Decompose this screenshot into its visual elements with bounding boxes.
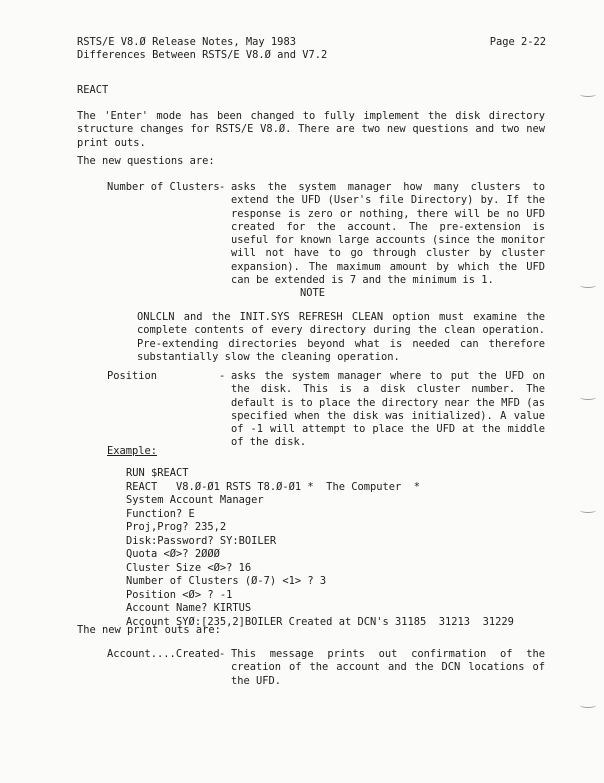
note-title: NOTE	[300, 287, 326, 299]
intro-paragraph: The 'Enter' mode has been changed to fully implement the disk directory structure changes for RSTS/E V8.Ø. There are two new questions and two new print outs.	[77, 110, 545, 149]
code-line: Function? E	[126, 507, 195, 520]
questions-intro: The new questions are:	[77, 155, 215, 167]
code-line: RUN $REACT	[126, 467, 189, 479]
page-header	[77, 36, 327, 63]
code-line: Proj,Prog? 235,2	[126, 521, 227, 533]
margin-mark	[580, 92, 596, 97]
margin-mark	[580, 395, 596, 400]
margin-mark	[580, 283, 596, 288]
definition-dash: -	[219, 181, 226, 193]
code-line: Cluster Size <Ø>? 16	[126, 561, 252, 574]
definition-term: Account....Created	[107, 648, 220, 660]
code-line: Position <Ø> ? -1	[126, 588, 233, 601]
code-line: REACT V8.Ø-Ø1 RSTS T8.Ø-Ø1 * The Computer *	[126, 480, 421, 493]
example-code-block	[126, 467, 514, 629]
note-body: ONLCLN and the INIT.SYS REFRESH CLEAN option must examine the complete contents of every directory during the clean operation. Pre-extending directories beyond what is needed can therefore substantially slow the cleaning operation.	[137, 311, 545, 363]
margin-mark	[580, 508, 596, 513]
margin-mark	[580, 703, 596, 708]
definition-term: Position	[107, 370, 158, 382]
code-line: System Account Manager	[126, 494, 264, 506]
definition-term: Number of Clusters	[107, 181, 220, 193]
printouts-intro: The new print outs are:	[77, 624, 221, 636]
code-line: Number of Clusters (Ø-7) <1> ? 3	[126, 575, 327, 587]
section-title: REACT	[77, 84, 109, 96]
code-line: Account SYØ:[235,2]BOILER Created at DCN's 31185 31213 31229	[126, 615, 514, 628]
header-subtitle: Differences Between RSTS/E V8.Ø and V7.2	[77, 49, 328, 62]
definition-dash: -	[219, 370, 226, 382]
header-title: RSTS/E V8.Ø Release Notes, May 1983	[77, 36, 296, 48]
page-number: Page 2-22	[489, 36, 546, 48]
definition-text: asks the system manager where to put the UFD on the disk. This is a disk cluster number. The default is to place the directory near the MFD (as specified when the disk was initialized). A value of -1 will attempt to place the UFD at the middle of the disk.	[231, 370, 545, 449]
code-line: Account Name? KIRTUS	[126, 602, 252, 614]
code-line: Disk:Password? SY:BOILER	[126, 534, 277, 547]
definition-text: asks the system manager how many clusters to extend the UFD (User's file Directory) by. If the response is zero or nothing, there will be no UFD created for the account. The pre-extension is useful for known large accounts (since the monitor will not have to go through cluster by cluster expansion). The maximum amount by which the UFD can be extended is 7 and the minimum is 1.	[231, 181, 545, 287]
definition-dash: -	[219, 648, 226, 660]
example-title: Example:	[107, 445, 158, 457]
definition-text: This message prints out confirmation of the creation of the account and the DCN locations of the UFD.	[231, 648, 545, 687]
code-line: Quota <Ø>? 2ØØØ	[126, 548, 220, 560]
